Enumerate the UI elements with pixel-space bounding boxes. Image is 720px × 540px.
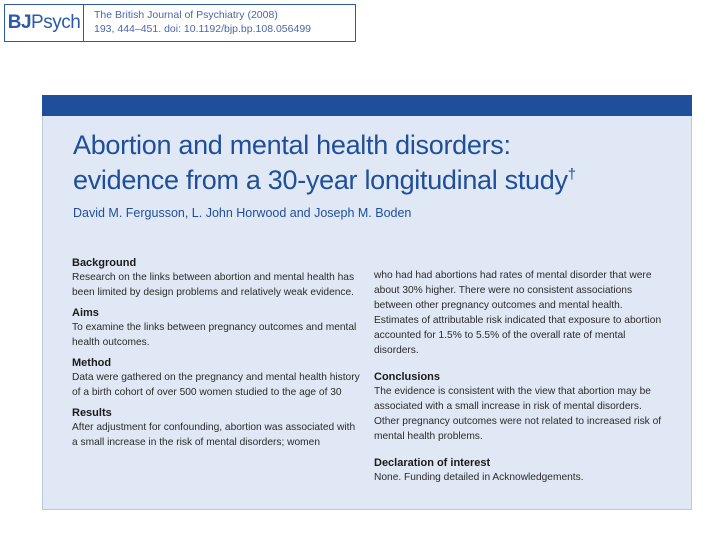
- citation: [84, 5, 311, 41]
- method-text: Data were gathered on the pregnancy and mental health history of a birth cohort of over 500 women studied to the age of 30: [72, 372, 360, 398]
- article-authors: David M. Fergusson, L. John Horwood and Joseph M. Boden: [73, 206, 412, 220]
- declaration-heading: Declaration of interest: [374, 457, 491, 469]
- aims-heading: Aims: [72, 307, 99, 319]
- article-title: [73, 130, 673, 195]
- background-text: Research on the links between abortion and mental health has been limited by design problems and relatively weak evidence.: [72, 272, 355, 298]
- conclusions-text: The evidence is consistent with the view that abortion may be associated with a small increase in risk of mental disorders. Other pregnancy outcomes were not related to increased risk of mental health problems.: [374, 386, 662, 442]
- citation-doi: 193, 444–451. doi: 10.1192/bjp.bp.108.056499: [94, 23, 312, 35]
- results-text: After adjustment for confounding, abortion was associated with a small increase in the risk of mental disorders; women: [72, 422, 356, 448]
- title-line-2: evidence from a 30-year longitudinal study: [73, 165, 568, 195]
- article-abstract-panel: [42, 95, 692, 510]
- results-text-continued: who had had abortions had rates of mental disorder that were about 30% higher. There were no consistent associations between other pregnancy outcomes and mental health. Estimates of attributable risk indicated that exposure to abortion accounted for 1.5% to 5.5% of the overall rate of mental disorders.: [374, 270, 662, 356]
- journal-header: [4, 4, 356, 42]
- logo-suffix: Psych: [31, 12, 81, 33]
- title-line-1: Abortion and mental health disorders:: [73, 130, 511, 160]
- background-heading: Background: [72, 257, 137, 269]
- bjpsych-logo: [5, 5, 84, 41]
- method-heading: Method: [72, 357, 112, 369]
- aims-text: To examine the links between pregnancy outcomes and mental health outcomes.: [72, 322, 357, 348]
- abstract-column-right: [374, 268, 664, 491]
- citation-journal: The British Journal of Psychiatry (2008): [94, 9, 278, 21]
- abstract-column-left: [72, 256, 362, 456]
- declaration-text: None. Funding detailed in Acknowledgements.: [374, 472, 584, 483]
- title-footnote-mark: †: [567, 166, 576, 183]
- conclusions-heading: Conclusions: [374, 371, 441, 383]
- results-heading: Results: [72, 407, 112, 419]
- logo-prefix: BJ: [7, 12, 32, 33]
